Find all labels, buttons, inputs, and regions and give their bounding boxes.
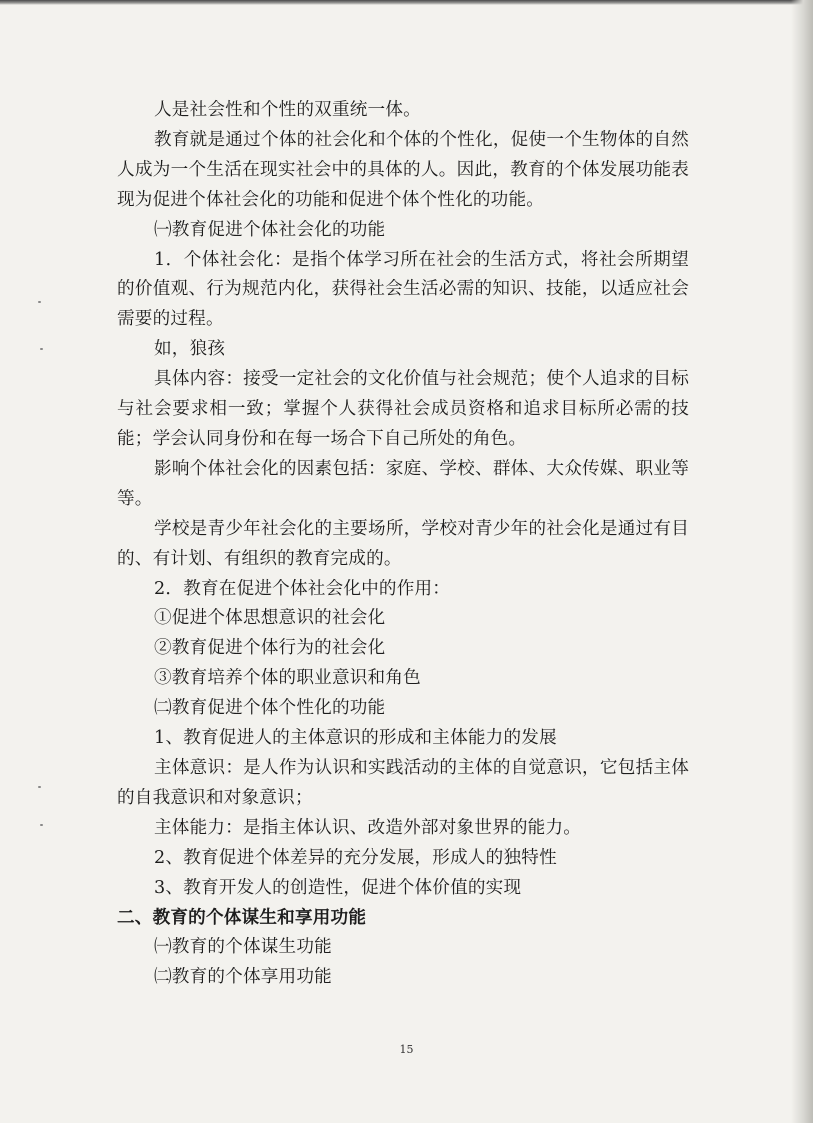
subheading-individualization-function: ㈡教育促进个体个性化的功能 — [154, 698, 386, 719]
paragraph-individual-socialization: 1．个体社会化：是指个体学习所在社会的生活方式，将社会所期望的价值观、行为规范内化，获得社会生活必需的知识、技能，以适应社会需要的过程。 — [117, 249, 689, 330]
point-individual-difference: 2、教育促进个体差异的充分发展，形成人的独特性 — [154, 847, 557, 868]
subheading-socialization-function: ㈠教育促进个体社会化的功能 — [154, 219, 386, 240]
paragraph-subject-consciousness: 主体意识：是人作为认识和实践活动的主体的自觉意识，它包括主体的自我意识和对象意识； — [117, 757, 689, 808]
point-creativity: 3、教育开发人的创造性，促进个体价值的实现 — [154, 877, 522, 898]
point-subject-consciousness: 1、教育促进人的主体意识的形成和主体能力的发展 — [154, 728, 557, 749]
scan-speck — [40, 348, 43, 350]
scan-top-edge — [0, 0, 813, 5]
section-heading: 二、教育的个体谋生和享用功能 — [117, 907, 367, 929]
paragraph-subject-ability: 主体能力：是指主体认识、改造外部对象世界的能力。 — [154, 817, 582, 838]
scan-speck — [38, 786, 41, 788]
paragraph-intro: 人是社会性和个性的双重统一体。 — [154, 100, 421, 120]
paragraph-definition: 教育就是通过个体的社会化和个体的个性化，促使一个生物体的自然人成为一个生活在现实社会中的具体的人。因此，教育的个体发展功能表现为促进个体社会化的功能和促进个体个性化的功能。 — [117, 129, 689, 210]
page-number: 15 — [399, 1043, 414, 1056]
paragraph-school-role: 学校是青少年社会化的主要场所，学校对青少年的社会化是通过有目的、有计划、有组织的教育完成的。 — [117, 518, 689, 569]
paragraph-specific-content: 具体内容：接受一定社会的文化价值与社会规范；使个人追求的目标与社会要求相一致；掌握个人获得社会成员资格和追求目标所必需的技能；学会认同身份和在每一场合下自己所处的角色。 — [117, 369, 689, 449]
list-item-1: ①促进个体思想意识的社会化 — [154, 608, 386, 629]
paragraph-example: 如，狼孩 — [154, 339, 226, 360]
subheading-livelihood-function: ㈠教育的个体谋生功能 — [154, 937, 332, 958]
document-body — [117, 96, 689, 993]
paragraph-influencing-factors: 影响个体社会化的因素包括：家庭、学校、群体、大众传媒、职业等等。 — [117, 458, 689, 509]
list-item-3: ③教育培养个体的职业意识和角色 — [154, 668, 421, 689]
subheading-enjoyment-function: ㈡教育的个体享用功能 — [154, 967, 332, 988]
scan-speck — [38, 301, 41, 303]
scan-speck — [40, 824, 43, 826]
scan-right-edge — [791, 0, 813, 1123]
list-item-2: ②教育促进个体行为的社会化 — [154, 638, 386, 659]
paragraph-education-effect: 2．教育在促进个体社会化中的作用： — [154, 578, 451, 599]
